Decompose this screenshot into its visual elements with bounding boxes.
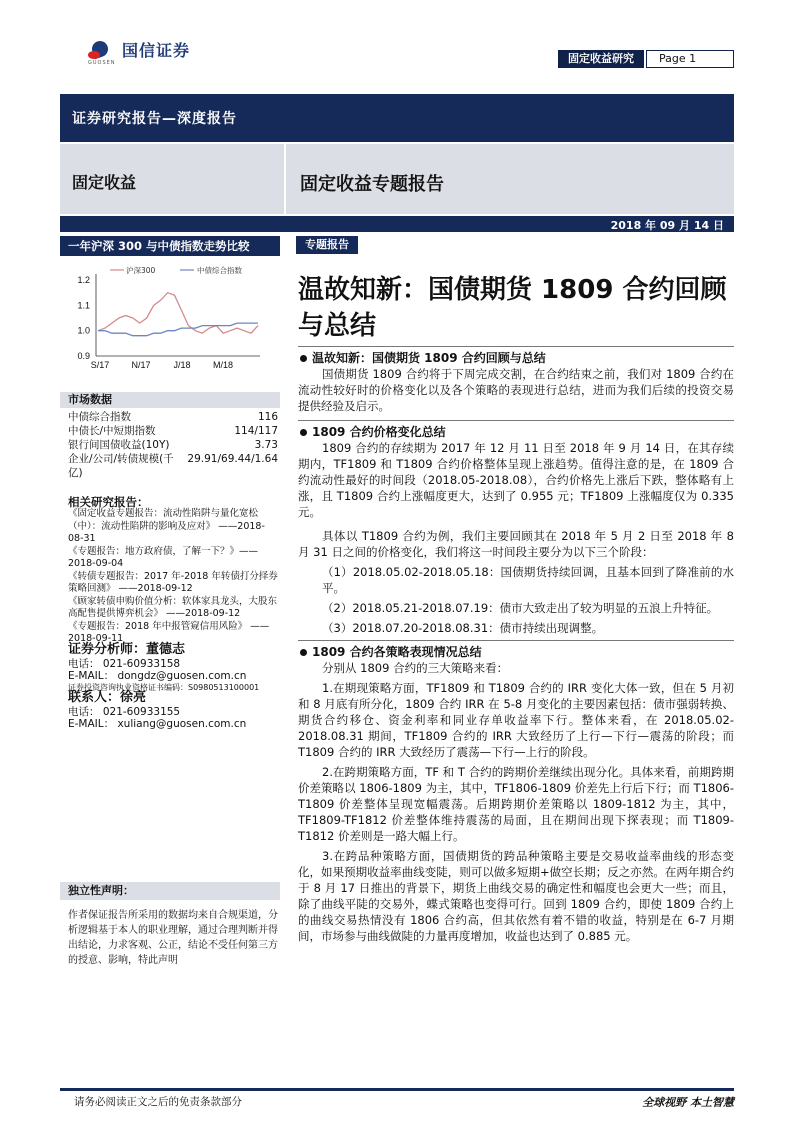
page-title: 温故知新：国债期货 1809 合约回顾与总结: [298, 275, 727, 341]
contact-block: [68, 690, 280, 730]
section-heading: 1809 合约各策略表现情况总结: [298, 644, 734, 660]
row-value: 116: [257, 411, 278, 423]
report-date: 2018 年 09 月 14 日: [610, 219, 724, 232]
paragraph: 1809 合约的存续期为 2017 年 12 月 11 日至 2018 年 9 月 14 日，在其存续期内，TF1809 和 T1809 合约价格整体呈现上涨趋势。值得注意的是，在 1809 合约流动性最好的时间段（2018.05-2018.08），合约价格先上涨后下跌，整体略有上涨，且 T1809 合约上涨幅度更大，达到了 0.955 元；TF1809 上涨幅度仅为 0.335 元。: [298, 441, 734, 519]
category-right: 固定收益专题报告: [300, 174, 444, 195]
analyst-block: [68, 642, 280, 694]
main-content: [298, 424, 734, 636]
y-tick-label: 0.9: [77, 351, 90, 361]
market-data-header: 市场数据: [60, 392, 280, 408]
paragraph: 1.在期现策略方面，TF1809 和 T1809 合约的 IRR 变化大体一致，但在 5 月初和 8 月底有所分化，1809 合约 IRR 在 5-8 月变化的主要因素包括：债市强弱转换、期货合约移仓、资金利率和同业存单收益率下行。整体来看，在 2018.05.02-2018.08.31 期间，TF1809 合约的 IRR 大致经历了上行—下行—震荡的阶段；而 T1809 合约的 IRR 大致经历了震荡—下行—上行的阶段。: [298, 681, 734, 759]
related-research-header: 相关研究报告：: [68, 495, 149, 509]
section-heading: 温故知新：国债期货 1809 合约回顾与总结: [298, 350, 734, 366]
series-line-0: [98, 293, 258, 334]
list-item: （2）2018.05.21-2018.07.19：债市大致走出了较为明显的五浪上升特征。: [322, 601, 719, 615]
table-row: [68, 438, 278, 452]
logo-name: 国信证券: [122, 41, 191, 60]
paragraph: 国债期货 1809 合约将于下周完成交割，在合约结束之前，我们对 1809 合约在流动性较好时的价格变化以及各个策略的表现进行总结，进而为我们后续的投资交易提供经验及启示。: [298, 367, 734, 413]
row-label: 中债综合指数: [68, 411, 131, 423]
index-chart: [60, 258, 280, 378]
paragraph: 2.在跨期策略方面，TF 和 T 合约的跨期价差继续出现分化。具体来看，前期跨期价差策略以 1806-1809 为主，其中，TF1806-1809 价差先上行后下行；而 T1806-T1809 价差整体呈现宽幅震荡。后期跨期价差策略以 1809-1812 为主，其中，TF1809-TF1812 价差整体维持震荡的局面，且在期间出现下探表现；而 T1809-T1812 价差则是一路大幅上行。: [298, 765, 734, 843]
divider: [298, 346, 734, 347]
row-label: 中债长/中短期指数: [68, 425, 156, 437]
row-label: 银行间国债收益(10Y): [68, 439, 170, 451]
contact-phone: 电话： 021-60933155: [68, 706, 181, 718]
paragraph: 具体以 T1809 合约为例，我们主要回顾其在 2018 年 5 月 2 日至 2018 年 8 月 31 日之间的价格变化，我们将这一时间段主要分为以下三个阶段：: [298, 529, 734, 559]
row-value: 114/117: [234, 425, 278, 437]
y-tick-label: 1.1: [77, 300, 90, 311]
footer-slogan: 全球视野 本土智慧: [642, 1096, 734, 1109]
header-label: 固定收益研究: [558, 50, 644, 68]
chart-header: 一年沪深 300 与中债指数走势比较: [60, 236, 280, 256]
company-logo: [88, 38, 190, 61]
list-item: 《顾家转债申购价值分析：软体家具龙头，大股东高配售提供博弈机会》 ——2018-09-12: [68, 595, 278, 619]
contact-email: E-MAIL： xuliang@guosen.com.cn: [68, 718, 247, 730]
list-item: 《固定收益专题报告：流动性陷阱与量化宽松（中）：流动性陷阱的影响及应对》 ——2018-08-31: [68, 508, 265, 544]
paragraph: 3.在跨品种策略方面，国债期货的跨品种策略主要是交易收益率曲线的形态变化，如果预期收益率曲线变陡，则可以做多短期+做空长期；反之亦然。在两年期合约于 8 月 17 日推出的背景下，期货上曲线交易的确定性和幅度也会更大一些；而且，除了曲线平陡的交易外，蝶式策略也变得可行。回到 1809 合约，即使 1809 合约上的曲线交易热情没有 1806 合约高，但其依然有着不错的收益，特别是在 6-7 月期间，市场参与曲线做陡的力量再度增加，收益也达到了 0.885 元。: [298, 849, 734, 943]
list-item: 《转债专题报告：2017 年-2018 年转债打分择券策略回测》 ——2018-09-12: [68, 570, 278, 594]
contact-name: 联系人：徐亮: [68, 690, 147, 705]
table-row: [68, 410, 278, 424]
page-number: Page 1: [646, 50, 734, 68]
x-tick-label: M/18: [212, 360, 234, 370]
x-tick-label: N/17: [131, 360, 151, 370]
report-type-band: [60, 94, 734, 142]
row-value: 3.73: [254, 439, 278, 451]
analyst-name: 证券分析师：董德志: [68, 642, 186, 657]
x-tick-label: S/17: [90, 360, 110, 370]
market-data-table: [68, 410, 278, 479]
table-row: [68, 452, 278, 479]
y-tick-label: 1.2: [77, 275, 90, 285]
analyst-license: 证券投资咨询执业资格证书编码：S0980513100001: [68, 683, 260, 692]
list-item: （3）2018.07.20-2018.08.31：债市持续出现调整。: [322, 621, 604, 635]
divider: [298, 420, 734, 421]
logo-mark-icon: [88, 39, 118, 61]
main-content: [298, 644, 734, 944]
footer-rule: [60, 1088, 734, 1091]
paragraph: 分别从 1809 合约的三大策略来看：: [322, 661, 509, 675]
list-item: 《专题报告：地方政府债，了解一下？》——2018-09-04: [68, 545, 259, 569]
category-band: [60, 144, 734, 214]
report-type: 证券研究报告—深度报告: [72, 111, 237, 127]
y-tick-label: 1.0: [77, 325, 90, 336]
list-item: 《专题报告：2018 年中报管窥信用风险》 ——2018-09-11: [68, 620, 270, 644]
declaration-header: 独立性声明：: [60, 882, 280, 900]
declaration-text: 作者保证报告所采用的数据均来自合规渠道，分析逻辑基于本人的职业理解，通过合理判断并得出结论，力求客观、公正，结论不受任何第三方的授意、影响，特此声明: [68, 910, 278, 966]
date-band: [60, 216, 734, 232]
list-item: （1）2018.05.02-2018.05.18：国债期货持续回调，且基本回到了降准前的水平。: [322, 565, 734, 595]
legend-label: 沪深300: [126, 266, 156, 275]
main-content: [298, 350, 734, 414]
x-tick-label: J/18: [173, 360, 191, 370]
footer-disclaimer: 请务必阅读正文之后的免责条款部分: [74, 1096, 242, 1108]
analyst-email: E-MAIL： dongdz@guosen.com.cn: [68, 670, 247, 682]
table-row: [68, 424, 278, 438]
row-label: 企业/公司/转债规模(千亿): [68, 453, 174, 479]
row-value: 29.91/69.44/1.64: [187, 453, 278, 465]
analyst-phone: 电话： 021-60933158: [68, 658, 181, 670]
divider: [298, 640, 734, 641]
report-tag: 专题报告: [296, 236, 358, 254]
legend-label: 中债综合指数: [197, 266, 242, 275]
related-research-list: [68, 508, 280, 646]
logo-sub: GUOSEN: [88, 60, 116, 66]
section-heading: 1809 合约价格变化总结: [298, 424, 734, 440]
category-left: 固定收益: [72, 173, 137, 192]
